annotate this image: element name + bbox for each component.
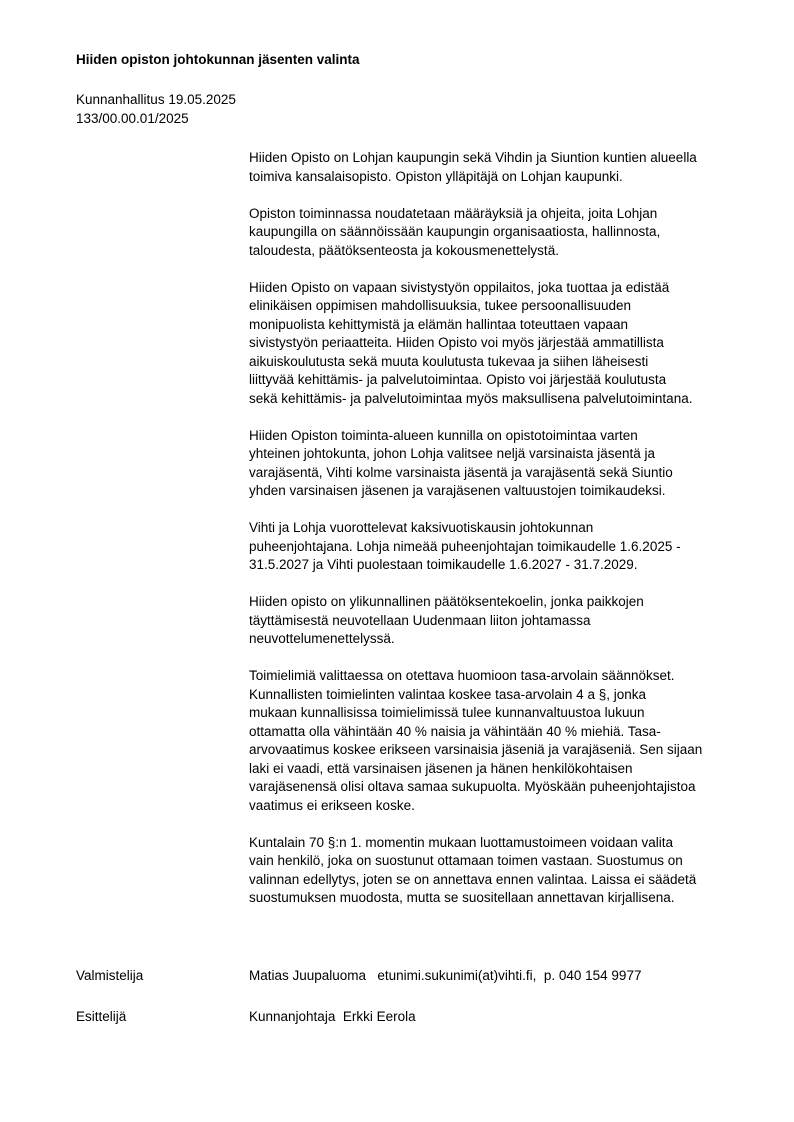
paragraph-line: toimiva kansalaisopisto. Opiston ylläpitäjä on Lohjan kaupunki. bbox=[249, 168, 623, 184]
preparer-value: Matias Juupaluoma etunimi.sukunimi(at)vihti.fi, p. 040 154 9977 bbox=[249, 968, 642, 983]
paragraph-line: puheenjohtajana. Lohja nimeää puheenjohtajan toimikaudelle 1.6.2025 - bbox=[249, 538, 681, 554]
body-paragraph bbox=[249, 593, 725, 649]
paragraph-line: Vihti ja Lohja vuorottelevat kaksivuotiskausin johtokunnan bbox=[249, 520, 594, 535]
body-paragraph bbox=[249, 279, 725, 409]
paragraph-line: yhden varsinaisen jäsenen ja varajäsenen valtuustojen toimikaudeksi. bbox=[249, 483, 666, 498]
body-paragraph bbox=[249, 519, 725, 575]
paragraph-line: ottamatta olla vähintään 40 % naisia ja vähintään 40 % miehiä. Tasa- bbox=[249, 723, 661, 739]
paragraph-line: varajäsenensä olisi oltava samaa sukupuolta. Myöskään puheenjohtajistoa bbox=[249, 779, 696, 794]
paragraph-line: Kuntalain 70 §:n 1. momentin mukaan luottamustoimeen voidaan valita bbox=[249, 834, 674, 850]
paragraph-line: kaupungilla on säännöissään kaupungin organisaatiosta, hallinnosta, bbox=[249, 224, 661, 239]
body-paragraph bbox=[249, 427, 725, 501]
paragraph-line: neuvottelumenettelyssä. bbox=[249, 631, 395, 646]
paragraph-line: sekä kehittämis- ja palvelutoimintaa myös maksullisena palvelutoimintana. bbox=[249, 390, 693, 406]
meeting-info bbox=[76, 91, 236, 128]
paragraph-line: Hiiden Opiston toiminta-alueen kunnilla on opistotoimintaa varten bbox=[249, 427, 638, 443]
body-paragraph bbox=[249, 205, 725, 261]
paragraph-line: mukaan kunnallisissa toimielimissä tulee kunnanvaltuustoa lukuun bbox=[249, 705, 645, 720]
paragraph-line: elinikäisen oppimisen mahdollisuuksia, tukee persoonallisuuden bbox=[249, 298, 631, 313]
paragraph-line: varajäsentä, Vihti kolme varsinaista jäsentä ja varajäsentä sekä Siuntio bbox=[249, 464, 673, 480]
paragraph-line: aikuiskoulutusta sekä muuta koulutusta tukevaa ja siihen läheisesti bbox=[249, 353, 649, 369]
presenter-label: Esittelijä bbox=[76, 1009, 127, 1024]
paragraph-line: arvovaatimus koskee erikseen varsinaisia jäseniä ja varajäseniä. Sen sijaan bbox=[249, 742, 703, 757]
paragraph-line: laki ei vaadi, että varsinaisen jäsenen ja hänen henkilökohtaisen bbox=[249, 760, 633, 776]
body-paragraph bbox=[249, 667, 725, 815]
body-paragraph bbox=[249, 149, 725, 186]
paragraph-line: Hiiden Opisto on vapaan sivistystyön oppilaitos, joka tuottaa ja edistää bbox=[249, 279, 670, 295]
document-title: Hiiden opiston johtokunnan jäsenten valinta bbox=[76, 52, 360, 67]
preparer-label: Valmistelija bbox=[76, 968, 144, 983]
paragraph-line: taloudesta, päätöksenteosta ja kokousmenettelystä. bbox=[249, 242, 559, 258]
paragraph-line: liittyvää kehittämis- ja palvelutoimintaa. Opisto voi järjestää koulutusta bbox=[249, 372, 667, 387]
body-paragraph bbox=[249, 834, 725, 908]
meeting-name: Kunnanhallitus 19.05.2025 bbox=[76, 92, 236, 107]
paragraph-line: valinnan edellytys, joten se on annettava ennen valintaa. Laissa ei säädetä bbox=[249, 871, 697, 887]
paragraph-line: Kunnallisten toimielinten valintaa koskee tasa-arvolain 4 a §, jonka bbox=[249, 686, 646, 702]
paragraph-line: yhteinen johtokunta, johon Lohja valitsee neljä varsinaista jäsentä ja bbox=[249, 446, 656, 461]
paragraph-line: Opiston toiminnassa noudatetaan määräyksiä ja ohjeita, joita Lohjan bbox=[249, 205, 658, 221]
paragraph-line: Toimielimiä valittaessa on otettava huomioon tasa-arvolain säännökset. bbox=[249, 668, 675, 683]
document-body bbox=[249, 149, 725, 926]
paragraph-line: Hiiden opisto on ylikunnallinen päätöksentekoelin, jonka paikkojen bbox=[249, 594, 644, 609]
reference-number: 133/00.00.01/2025 bbox=[76, 110, 189, 126]
paragraph-line: monipuolista kehittymistä ja elämän hallintaa toteuttaen vapaan bbox=[249, 316, 628, 332]
paragraph-line: täyttämisestä neuvotellaan Uudenmaan liiton johtamassa bbox=[249, 612, 591, 628]
presenter-value: Kunnanjohtaja Erkki Eerola bbox=[249, 1009, 416, 1024]
paragraph-line: 31.5.2027 ja Vihti puolestaan toimikaudelle 1.6.2027 - 31.7.2029. bbox=[249, 557, 638, 572]
paragraph-line: vain henkilö, joka on suostunut ottamaan toimen vastaan. Suostumus on bbox=[249, 853, 683, 868]
paragraph-line: sivistystyön periaatteita. Hiiden Opisto voi myös järjestää ammatillista bbox=[249, 335, 664, 350]
paragraph-line: vaatimus ei erikseen koske. bbox=[249, 797, 415, 813]
paragraph-line: Hiiden Opisto on Lohjan kaupungin sekä Vihdin ja Siuntion kuntien alueella bbox=[249, 150, 697, 165]
paragraph-line: suostumuksen muodosta, mutta se suositellaan annettavan kirjallisena. bbox=[249, 890, 675, 905]
